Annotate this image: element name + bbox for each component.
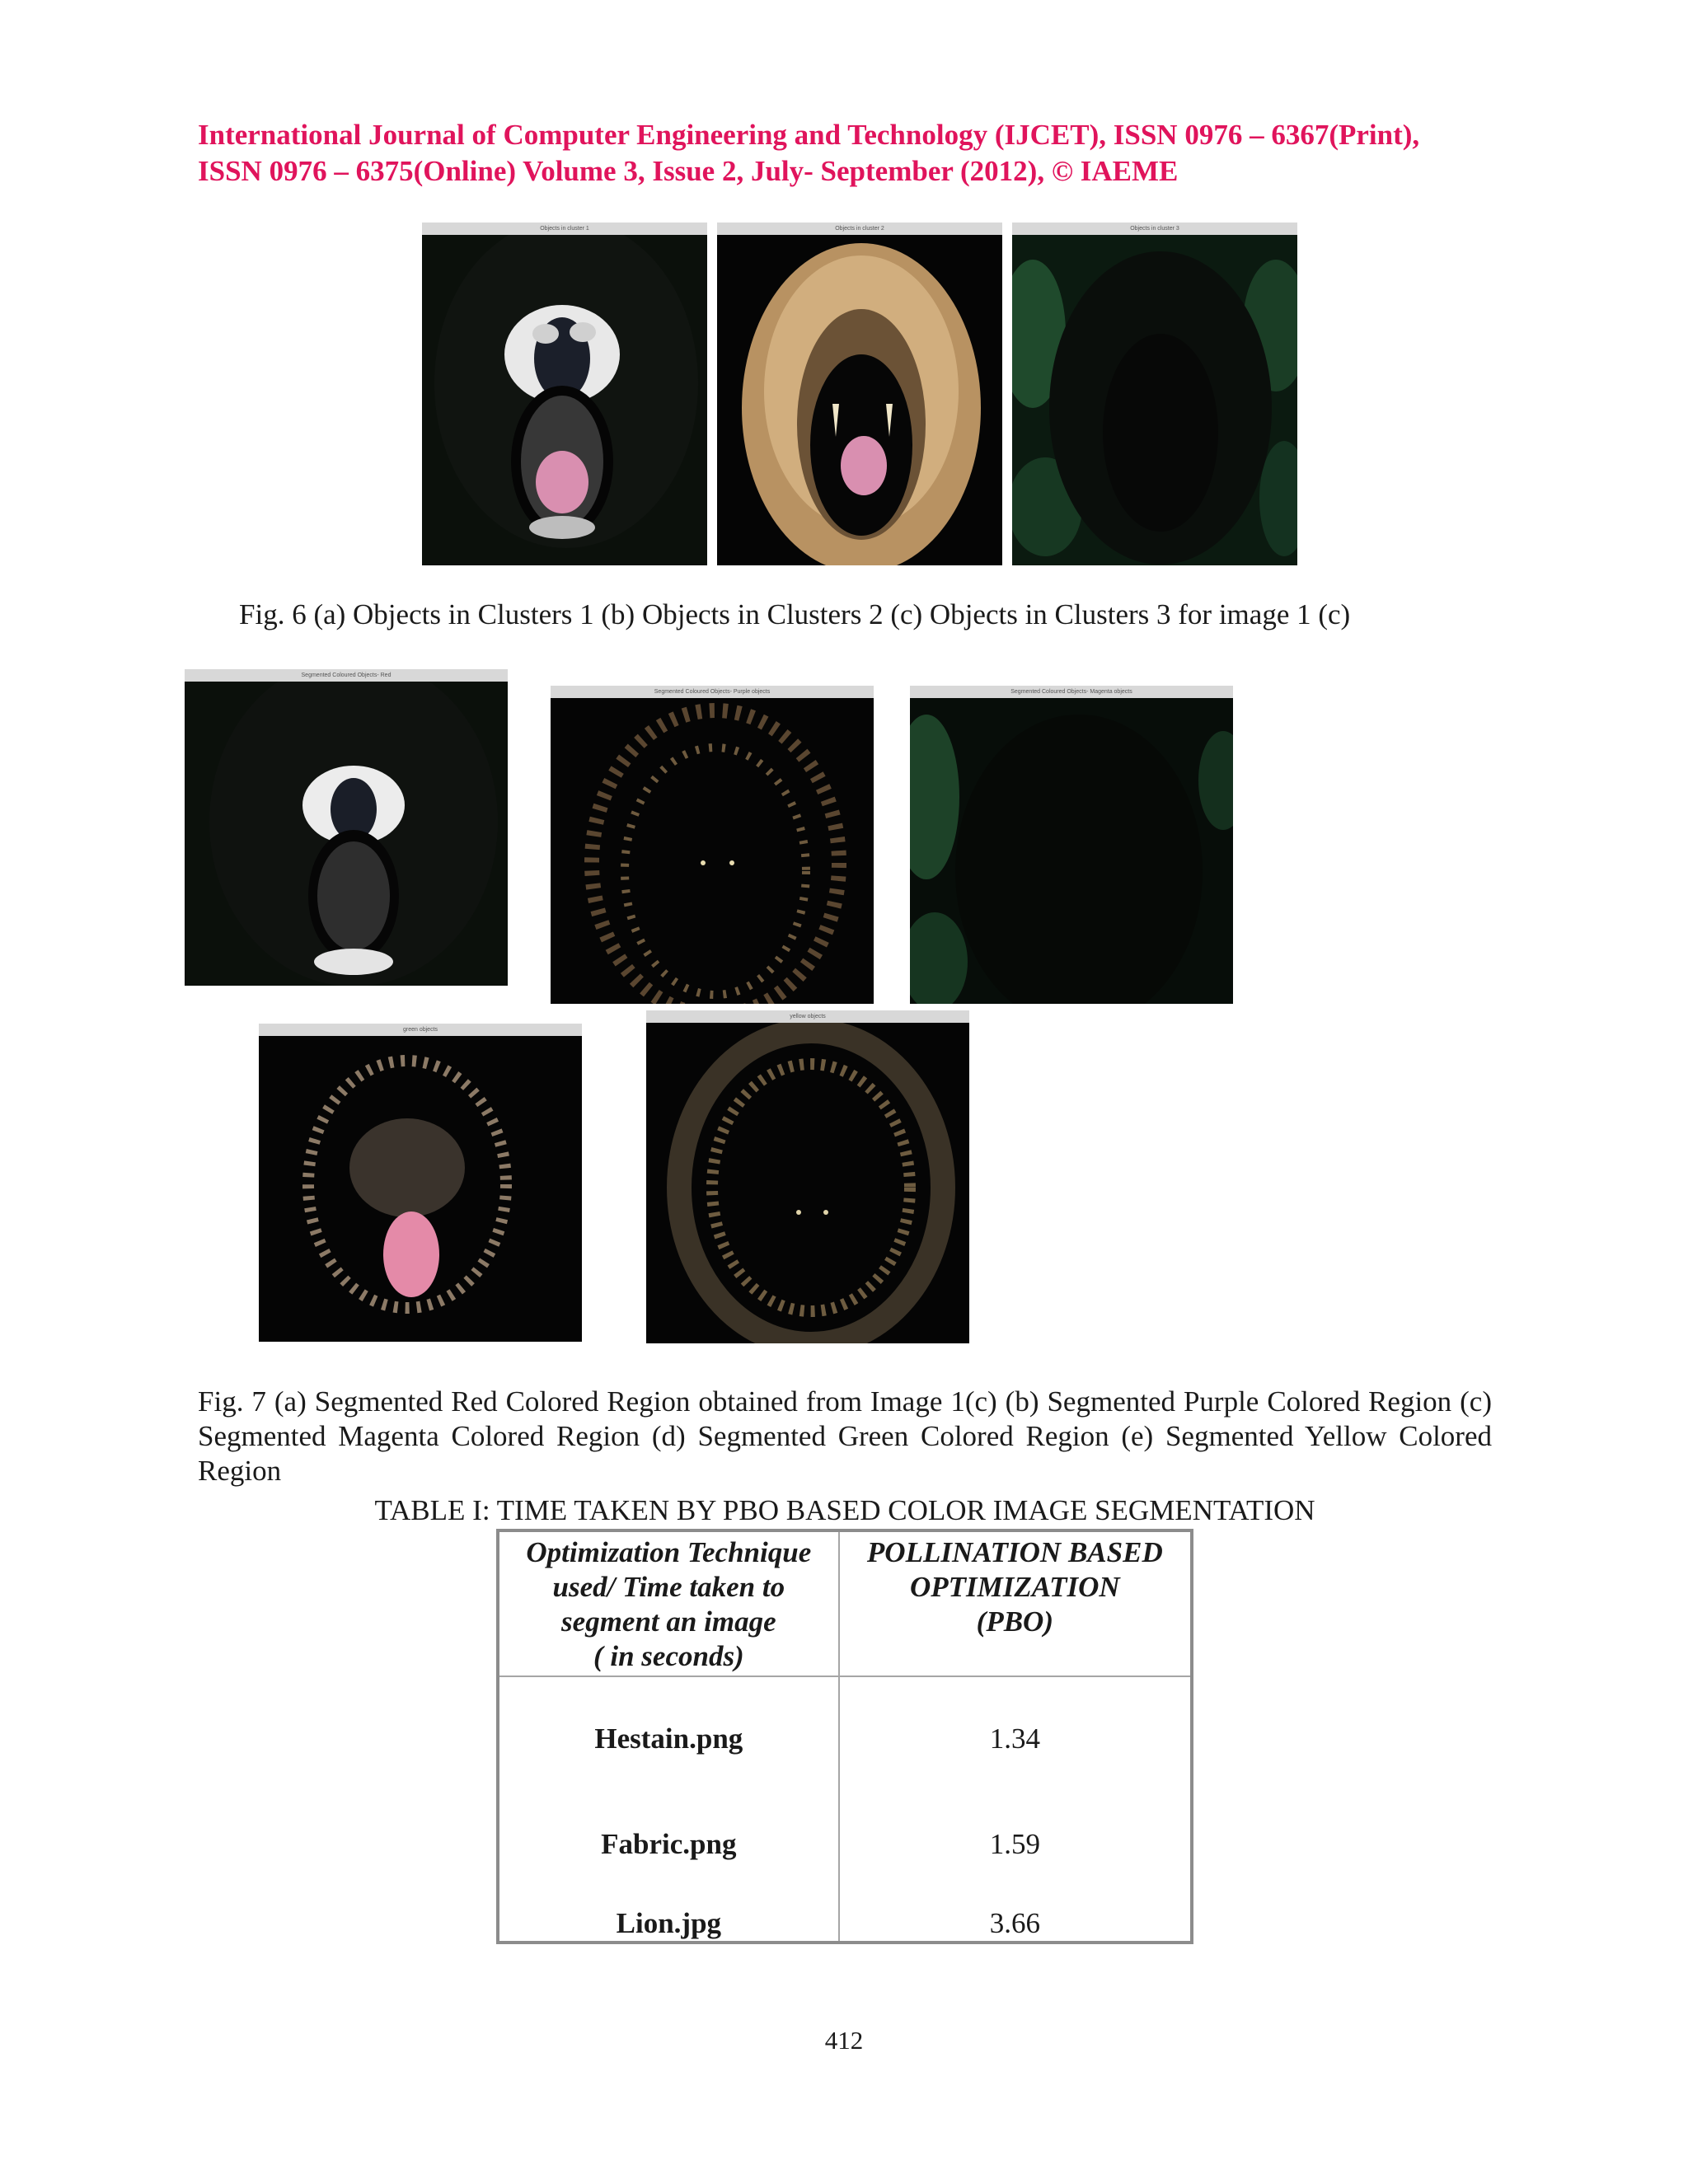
table-header-technique: Optimization Technique used/ Time taken to segment an image ( in seconds) (498, 1530, 839, 1676)
table-header-pbo: POLLINATION BASED OPTIMIZATION (PBO) (839, 1530, 1192, 1676)
table-cell-image-name: Hestain.png (498, 1676, 839, 1784)
lion-cluster-3-image (1012, 235, 1297, 565)
fig7-panel-d (259, 1024, 582, 1342)
lion-magenta-region-image (910, 698, 1233, 1004)
fig7-panel-e (646, 1010, 969, 1343)
table-cell-time: 1.59 (839, 1784, 1192, 1885)
table-cell-time: 1.34 (839, 1676, 1192, 1784)
lion-yellow-region-image (646, 1023, 969, 1343)
table-cell-image-name: Lion.jpg (498, 1885, 839, 1943)
lion-cluster-1-image (422, 235, 707, 565)
fig7-caption: Fig. 7 (a) Segmented Red Colored Region obtained from Image 1(c) (b) Segmented Purple Colored Region (c) Segmented Magenta Colored Region (d) Segmented Green Colored Region (e) Segmented Yellow Colored Region (198, 1385, 1492, 1487)
table-row (498, 1676, 1192, 1784)
table-cell-image-name: Fabric.png (498, 1784, 839, 1885)
page-number: 412 (824, 2026, 864, 2055)
journal-header-line-2: ISSN 0976 – 6375(Online) Volume 3, Issue 2, July- September (2012), © IAEME (198, 155, 1179, 187)
table-cell-time: 3.66 (839, 1885, 1192, 1943)
fig7-panel-d-titlebar: green objects (259, 1024, 582, 1037)
fig6-panel-c-titlebar: Objects in cluster 3 (1012, 223, 1297, 236)
fig7-panel-b-titlebar: Segmented Coloured Objects- Purple objects (551, 686, 874, 699)
lion-red-region-image (185, 682, 508, 986)
journal-header (198, 117, 1517, 190)
table-row (498, 1885, 1192, 1943)
fig7-panel-a-titlebar: Segmented Coloured Objects- Red (185, 669, 508, 682)
fig7-panel-a (185, 669, 508, 986)
fig6-panel-c (1012, 223, 1297, 565)
journal-header-line-1: International Journal of Computer Engineering and Technology (IJCET), ISSN 0976 – 6367(Print), (198, 119, 1420, 151)
fig6-panel-b-titlebar: Objects in cluster 2 (717, 223, 1002, 236)
fig6-caption: Fig. 6 (a) Objects in Clusters 1 (b) Objects in Clusters 2 (c) Objects in Clusters 3 for image 1 (c) (239, 598, 1351, 630)
fig6-panel-a-titlebar: Objects in cluster 1 (422, 223, 707, 236)
fig7-panel-b (551, 686, 874, 1004)
fig7-panel-e-titlebar: yellow objects (646, 1010, 969, 1024)
table-title: TABLE I: TIME TAKEN BY PBO BASED COLOR IMAGE SEGMENTATION (374, 1494, 1315, 1526)
lion-purple-region-image (551, 698, 874, 1004)
table-header-row (498, 1530, 1192, 1676)
lion-green-region-image (259, 1036, 582, 1342)
fig6-panel-a (422, 223, 707, 565)
fig6-panel-b (717, 223, 1002, 565)
table-row (498, 1784, 1192, 1885)
fig7-panel-c-titlebar: Segmented Coloured Objects- Magenta objects (910, 686, 1233, 699)
pbo-time-table (496, 1529, 1193, 1944)
lion-cluster-2-image (717, 235, 1002, 565)
fig7-panel-c (910, 686, 1233, 1004)
